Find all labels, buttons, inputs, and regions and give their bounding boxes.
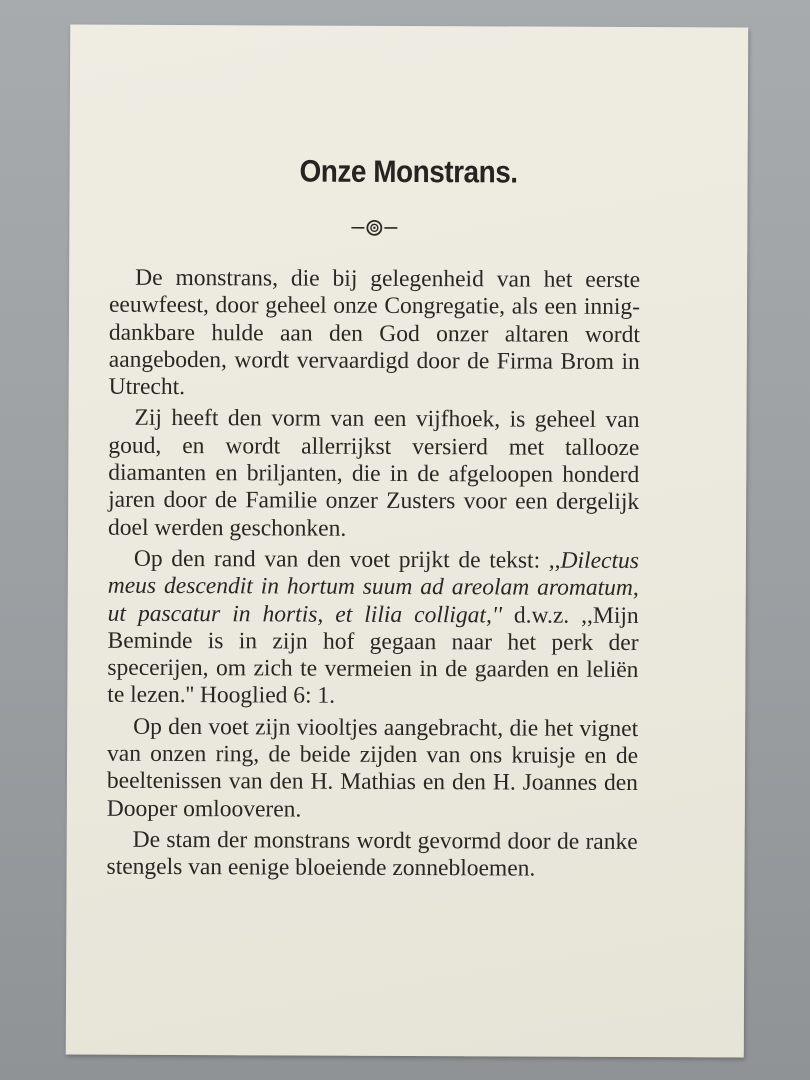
- paragraph: De stam der monstrans wordt gevormd door de ranke stengels van eenige bloeiende zonnebloemen.: [106, 826, 638, 882]
- document-body: [106, 265, 640, 888]
- paragraph-intro: Op den rand van den voet prijkt de tekst:: [133, 545, 541, 574]
- document-title: Onze Monstrans.: [299, 153, 518, 190]
- paragraph: [107, 546, 639, 712]
- rosette-ornament-icon: [349, 216, 399, 240]
- paragraph: Op den voet zijn viooltjes aangebracht, die het vignet van onzen ring, de beide zijden van ons kruisje en de beeltenissen van den H. Mathias en den H. Joannes den Dooper omlooveren.: [106, 713, 639, 823]
- paragraph: Zij heeft den vorm van een vijfhoek, is geheel van goud, en wordt allerrijkst versierd met tallooze diamanten en briljanten, die in de afgeloopen honderd jaren door de Familie onzer Zusters voor een dergelijk doel werden geschonken.: [107, 405, 640, 542]
- latin-quote: ,,Dilectus meus descendit in hortum suum ad areolam aromatum, ut pascatur in hortis, et lilia colligat,'': [107, 547, 639, 628]
- paper-sheet: [66, 25, 748, 1058]
- paragraph: De monstrans, die bij gelegenheid van het eerste eeuwfeest, door geheel onze Congregatie, als een innig-dankbare hulde aan den God onzer altaren wordt aangeboden, wordt vervaardigd door de Firma Brom in Utrecht.: [108, 264, 641, 401]
- quote-translation: d.w.z. ,,Mijn Beminde is in zijn hof gegaan naar het perk der specerijen, om zich te vermeien in de gaarden en leliën te lezen.'' Hooglied 6: 1.: [107, 602, 639, 710]
